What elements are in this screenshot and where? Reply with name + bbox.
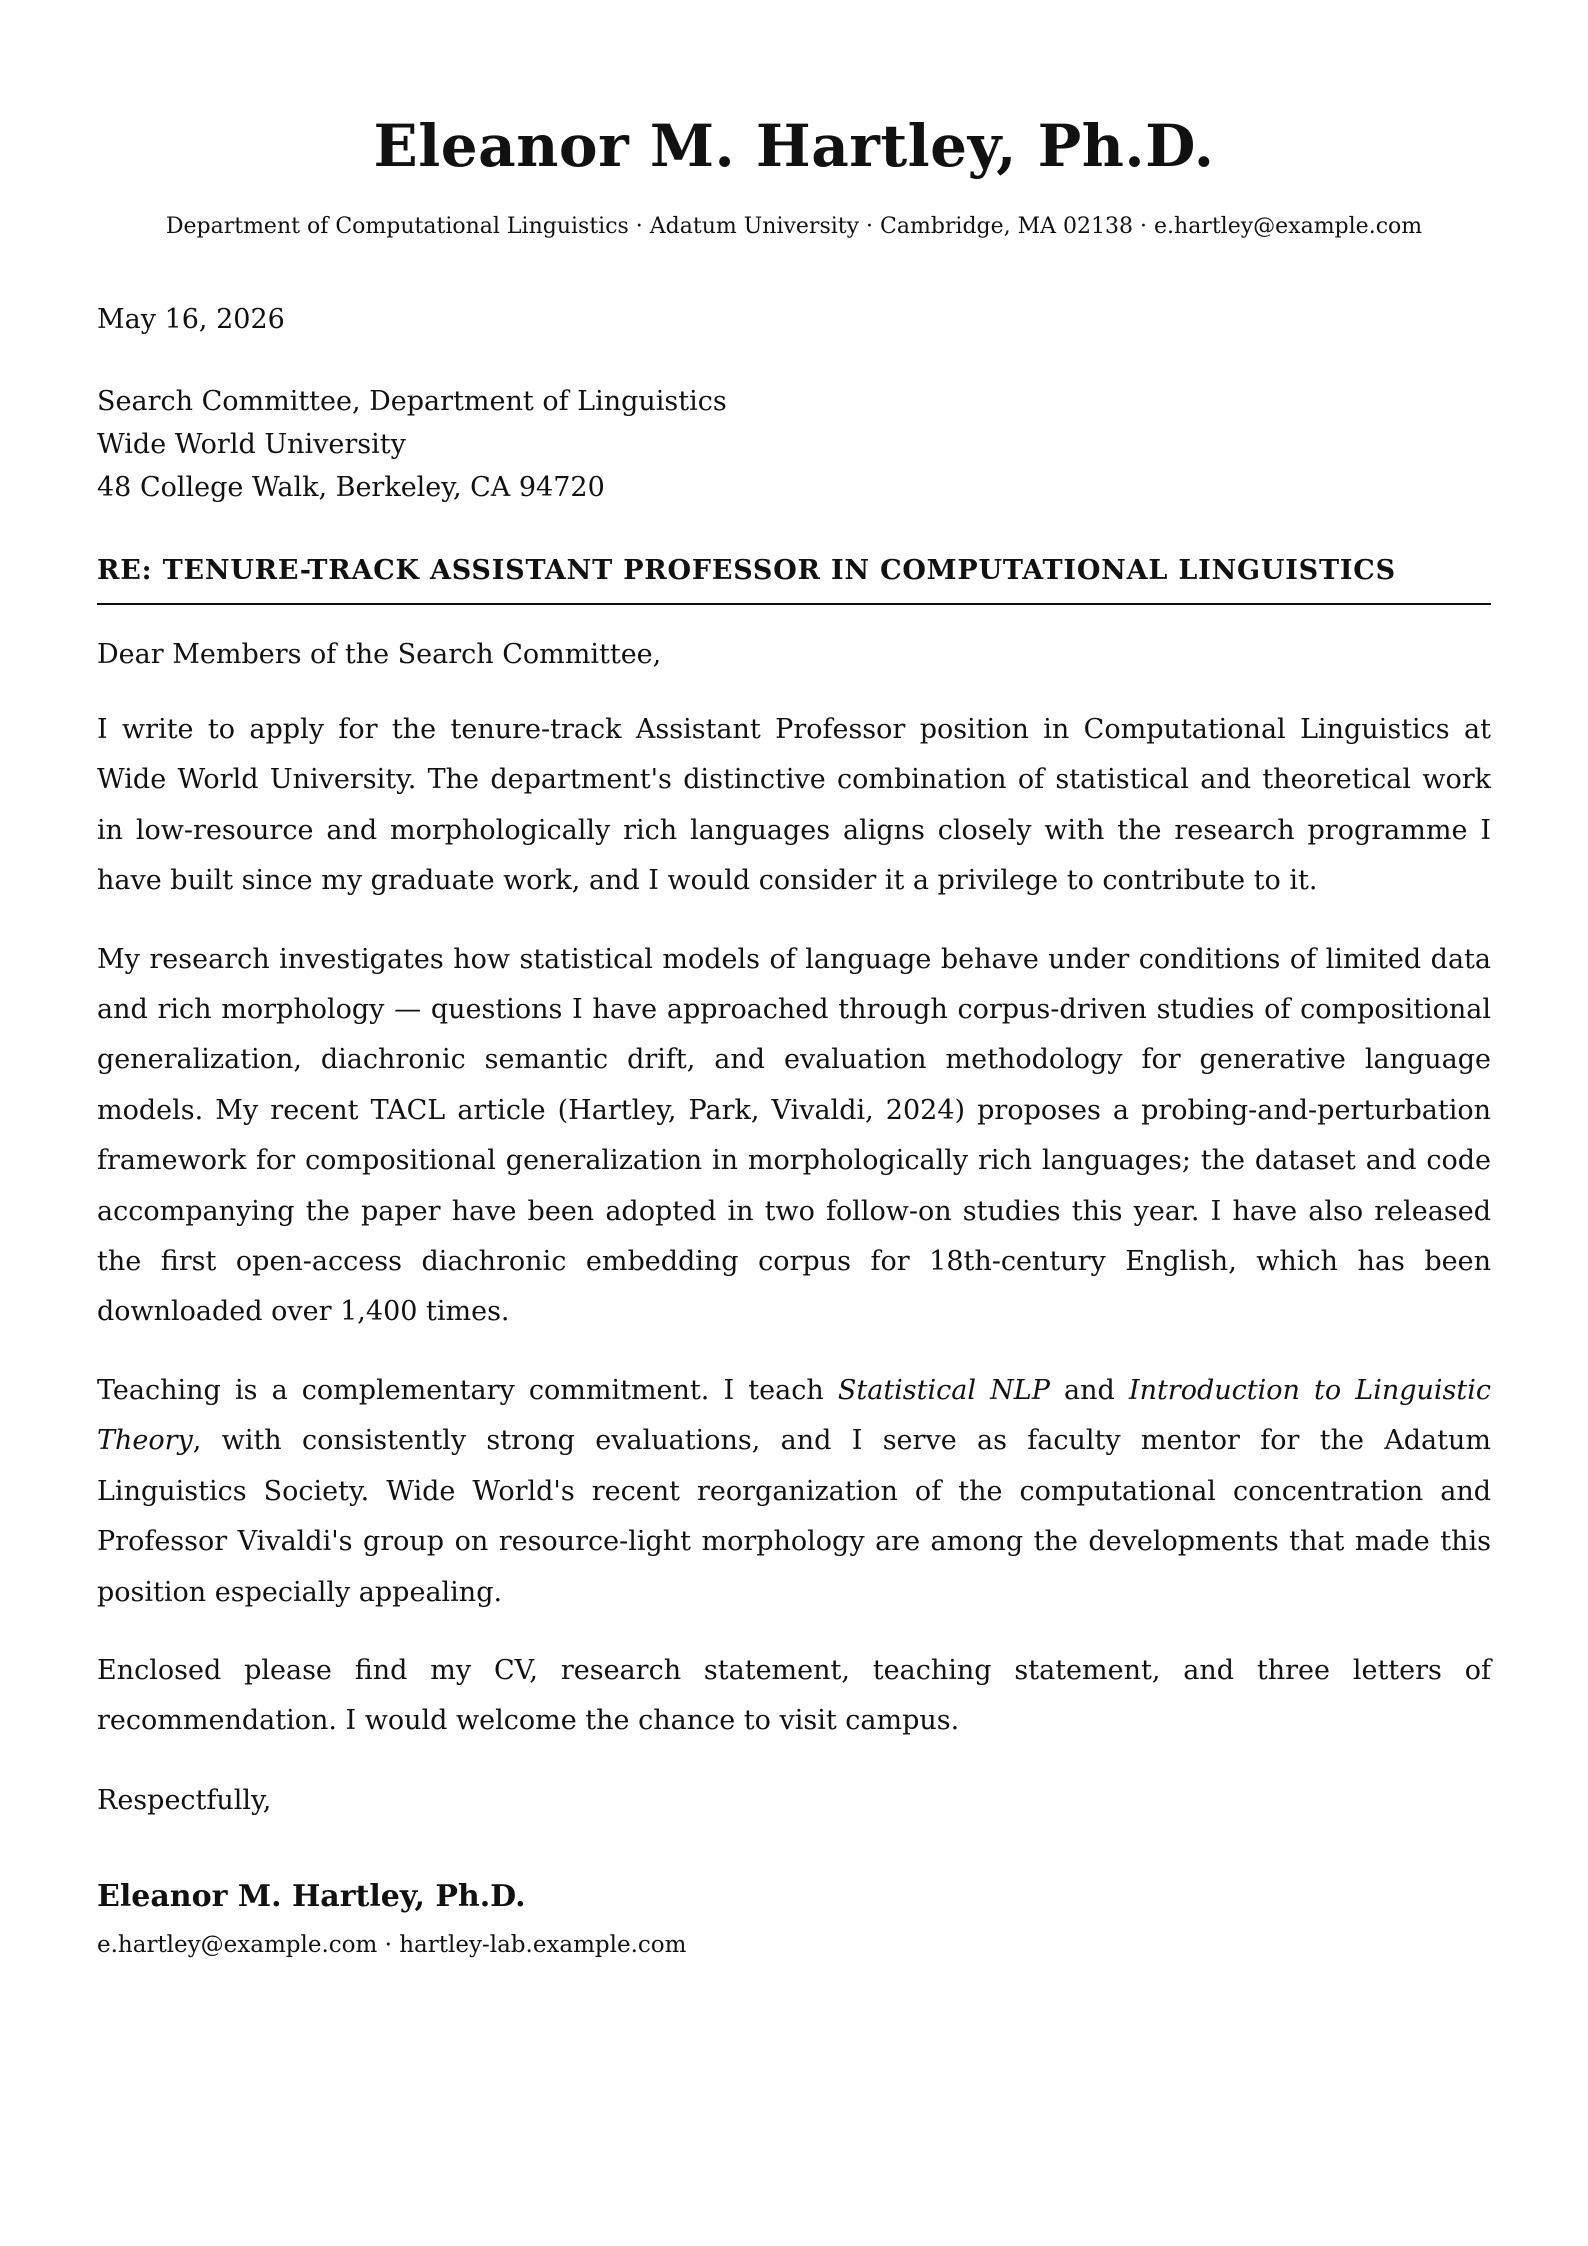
paragraph-text: Teaching is a complementary commitment. I teach — [97, 1374, 838, 1406]
signature-contact: e.hartley@example.com · hartley-lab.example.com — [97, 1931, 687, 1958]
paragraph-text: and — [1049, 1374, 1129, 1406]
course-title: Introduction to Linguistic Theory — [97, 1374, 1491, 1457]
subject-line: RE: TENURE-TRACK ASSISTANT PROFESSOR IN COMPUTATIONAL LINGUISTICS — [97, 551, 1491, 605]
course-title: Statistical NLP — [837, 1374, 1050, 1406]
paragraph-text: , with consistently strong evaluations, and I serve as faculty mentor for the Adatum Linguistics Society. Wide World's recent reorganization of the computational concentration and Professor Vivaldi's group on resource-light morphology are among the developments that made this position especially appealing. — [97, 1425, 1491, 1608]
body-paragraph: My research investigates how statistical models of language behave under conditions of limited data and rich morphology — questions I have approached through corpus-driven studies of compositional generalization, diachronic semantic drift, and evaluation methodology for generative language models. My recent TACL article (Hartley, Park, Vivaldi, 2024) proposes a probing-and-perturbation framework for compositional generalization in morphologically rich languages; the dataset and code accompanying the paper have been adopted in two follow-on studies this year. I have also released the first open-access diachronic embedding corpus for 18th-century English, which has been downloaded over 1,400 times. — [97, 943, 1491, 1328]
salutation: Dear Members of the Search Committee, — [97, 639, 662, 670]
signature-name: Eleanor M. Hartley, Ph.D. — [97, 1878, 526, 1914]
sender-contact-line: Department of Computational Linguistics · Adatum University · Cambridge, MA 02138 · e.hartley@example.com — [165, 214, 1423, 239]
recipient-line: 48 College Walk, Berkeley, CA 94720 — [97, 472, 605, 503]
letter-date: May 16, 2026 — [97, 304, 285, 335]
body-paragraph — [97, 1366, 1491, 1618]
letter-body — [97, 705, 1491, 1747]
body-paragraph: I write to apply for the tenure-track Assistant Professor position in Computational Linguistics at Wide World University. The department's distinctive combination of statistical and theoretical work in low-resource and morphologically rich languages aligns closely with the research programme I have built since my graduate work, and I would consider it a privilege to contribute to it. — [97, 714, 1491, 897]
recipient-address — [97, 380, 1491, 509]
recipient-line: Search Committee, Department of Linguistics — [97, 386, 727, 417]
closing: Respectfully, — [97, 1784, 272, 1816]
recipient-line: Wide World University — [97, 429, 406, 460]
body-paragraph: Enclosed please find my CV, research statement, teaching statement, and three letters of recommendation. I would welcome the chance to visit campus. — [97, 1654, 1491, 1737]
sender-name: Eleanor M. Hartley, Ph.D. — [373, 112, 1215, 180]
letterhead — [97, 0, 1491, 242]
